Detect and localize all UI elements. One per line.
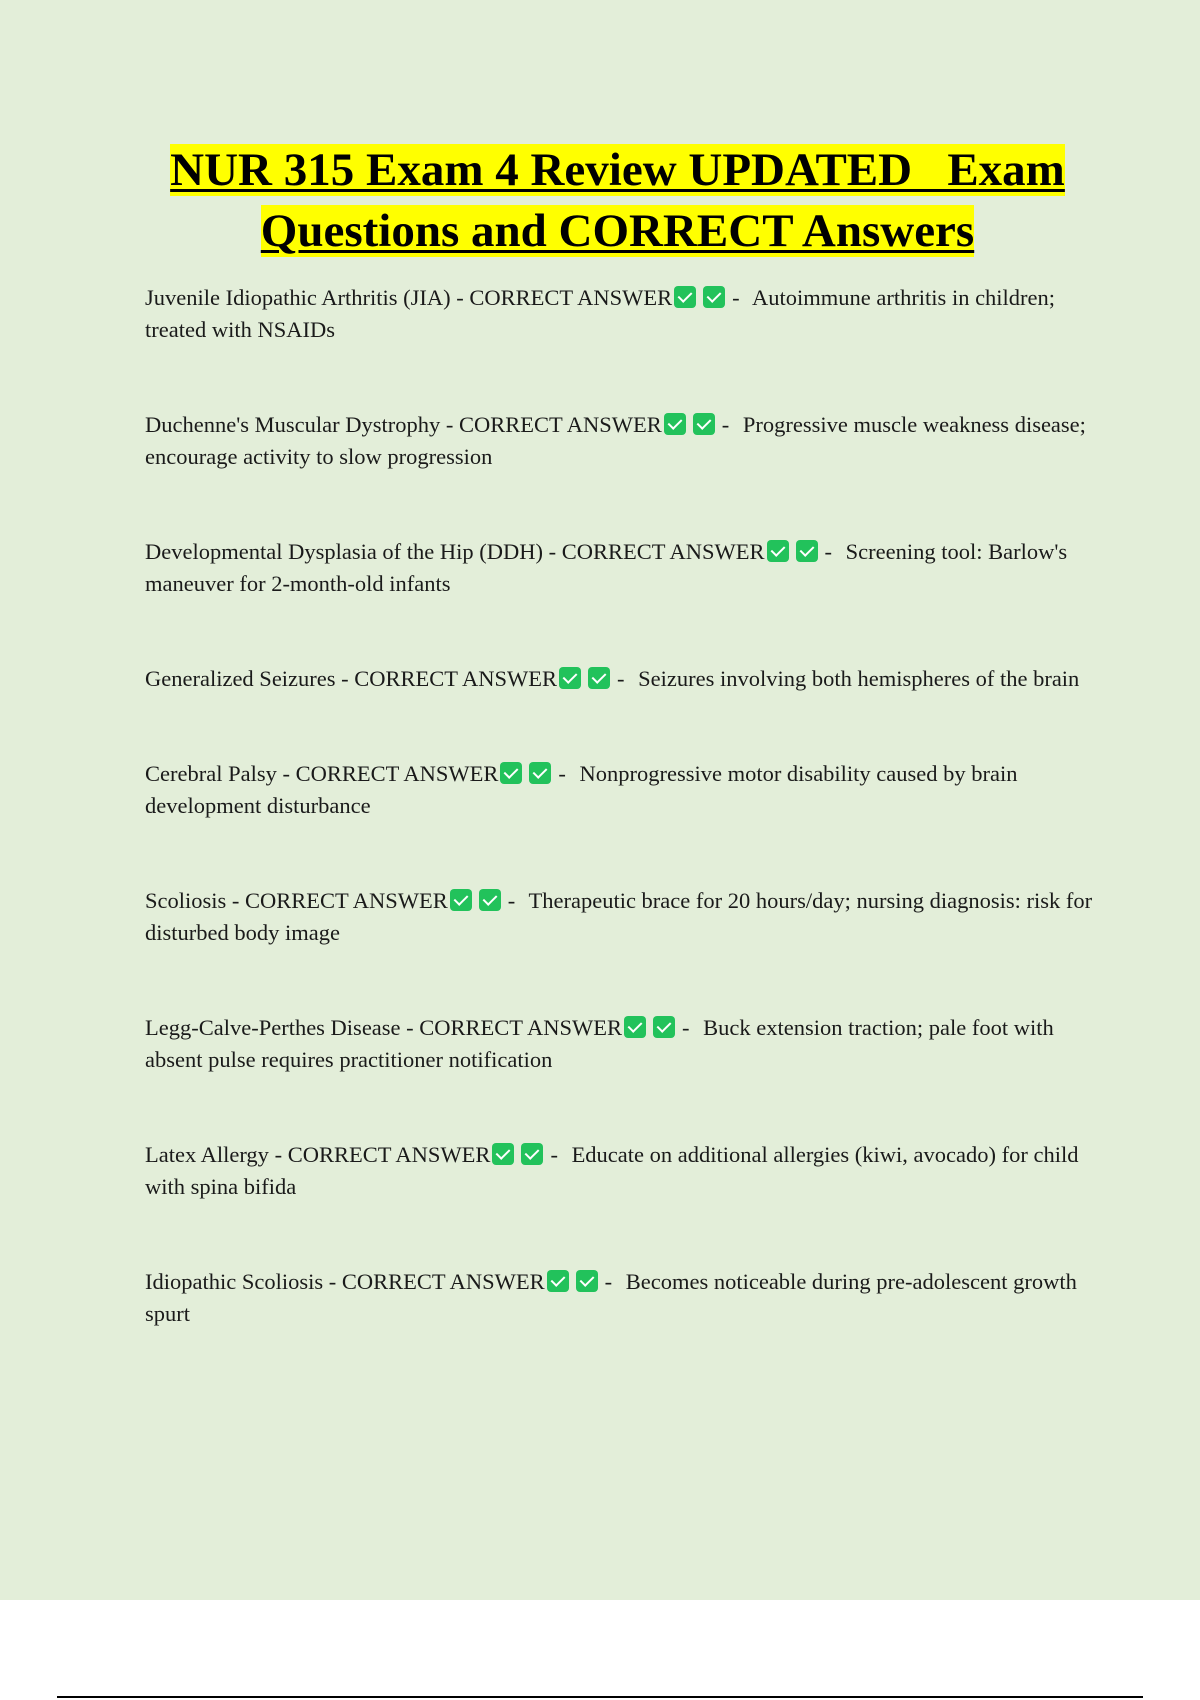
- qa-answer: Screening tool: Barlow's maneuver for 2-month-old infants: [145, 539, 1068, 596]
- qa-answer: Nonprogressive motor disability caused by brain development disturbance: [145, 761, 1018, 818]
- qa-term: Duchenne's Muscular Dystrophy: [145, 412, 441, 437]
- check-mark-icon: [653, 1016, 675, 1038]
- correct-answer-label: CORRECT ANSWER: [295, 761, 499, 786]
- check-mark-icon: [588, 667, 610, 689]
- qa-answer: Buck extension traction; pale foot with absent pulse requires practitioner notification: [145, 1015, 1054, 1072]
- check-mark-icon: [547, 1270, 569, 1292]
- check-mark-icon: [576, 1270, 598, 1292]
- qa-answer: Therapeutic brace for 20 hours/day; nursing diagnosis: risk for disturbed body image: [145, 888, 1093, 945]
- check-mark-icon: [492, 1143, 514, 1165]
- title-line-2: Questions and CORRECT Answers: [260, 205, 975, 257]
- qa-answer: Autoimmune arthritis in children; treated with NSAIDs: [145, 285, 1056, 342]
- check-mark-icon: [624, 1016, 646, 1038]
- qa-answer: Educate on additional allergies (kiwi, avocado) for child with spina bifida: [145, 1142, 1079, 1199]
- document-title: [100, 140, 1135, 262]
- correct-answer-label: CORRECT ANSWER: [419, 1015, 623, 1040]
- qa-item: Latex Allergy - CORRECT ANSWER - Educate on additional allergies (kiwi, avocado) for child with spina bifida: [145, 1142, 1079, 1199]
- qa-list: [145, 282, 1095, 1393]
- check-mark-icon: [500, 762, 522, 784]
- correct-answer-label: CORRECT ANSWER: [287, 1142, 491, 1167]
- qa-item: Scoliosis - CORRECT ANSWER - Therapeutic brace for 20 hours/day; nursing diagnosis: risk for disturbed body image: [145, 888, 1093, 945]
- qa-term: Juvenile Idiopathic Arthritis (JIA): [145, 285, 451, 310]
- qa-item: Duchenne's Muscular Dystrophy - CORRECT ANSWER - Progressive muscle weakness disease; encourage activity to slow progression: [145, 412, 1086, 469]
- qa-term: Legg-Calve-Perthes Disease: [145, 1015, 401, 1040]
- qa-term: Idiopathic Scoliosis: [145, 1269, 324, 1294]
- check-mark-icon: [767, 540, 789, 562]
- footer-divider: [57, 1696, 1143, 1698]
- correct-answer-label: CORRECT ANSWER: [354, 666, 558, 691]
- qa-answer: Progressive muscle weakness disease; encourage activity to slow progression: [145, 412, 1086, 469]
- qa-item: Idiopathic Scoliosis - CORRECT ANSWER - Becomes noticeable during pre-adolescent growth spurt: [145, 1269, 1077, 1326]
- check-mark-icon: [796, 540, 818, 562]
- correct-answer-label: CORRECT ANSWER: [561, 539, 765, 564]
- qa-term: Developmental Dysplasia of the Hip (DDH): [145, 539, 544, 564]
- qa-answer: Seizures involving both hemispheres of the brain: [638, 666, 1080, 691]
- correct-answer-label: CORRECT ANSWER: [245, 888, 448, 913]
- qa-term: Latex Allergy: [145, 1142, 269, 1167]
- qa-answer: Becomes noticeable during pre-adolescent growth spurt: [145, 1269, 1077, 1326]
- check-mark-icon: [664, 413, 686, 435]
- qa-term: Scoliosis: [145, 888, 227, 913]
- qa-item: Generalized Seizures - CORRECT ANSWER - Seizures involving both hemispheres of the brain: [145, 666, 1080, 691]
- qa-item: Juvenile Idiopathic Arthritis (JIA) - CORRECT ANSWER - Autoimmune arthritis in children; treated with NSAIDs: [145, 285, 1056, 342]
- qa-item: Legg-Calve-Perthes Disease - CORRECT ANSWER - Buck extension traction; pale foot with absent pulse requires practitioner notification: [145, 1015, 1054, 1072]
- check-mark-icon: [703, 286, 725, 308]
- qa-item: Developmental Dysplasia of the Hip (DDH) - CORRECT ANSWER - Screening tool: Barlow's maneuver for 2-month-old infants: [145, 539, 1068, 596]
- qa-item: Cerebral Palsy - CORRECT ANSWER - Nonprogressive motor disability caused by brain development disturbance: [145, 761, 1018, 818]
- check-mark-icon: [521, 1143, 543, 1165]
- qa-term: Cerebral Palsy: [145, 761, 277, 786]
- title-line-1: NUR 315 Exam 4 Review UPDATED Exam: [170, 144, 1065, 196]
- check-mark-icon: [674, 286, 696, 308]
- check-mark-icon: [559, 667, 581, 689]
- correct-answer-label: CORRECT ANSWER: [341, 1269, 545, 1294]
- check-mark-icon: [450, 889, 472, 911]
- check-mark-icon: [479, 889, 501, 911]
- qa-term: Generalized Seizures: [145, 666, 336, 691]
- check-mark-icon: [529, 762, 551, 784]
- correct-answer-label: CORRECT ANSWER: [459, 412, 662, 437]
- check-mark-icon: [693, 413, 715, 435]
- correct-answer-label: CORRECT ANSWER: [469, 285, 673, 310]
